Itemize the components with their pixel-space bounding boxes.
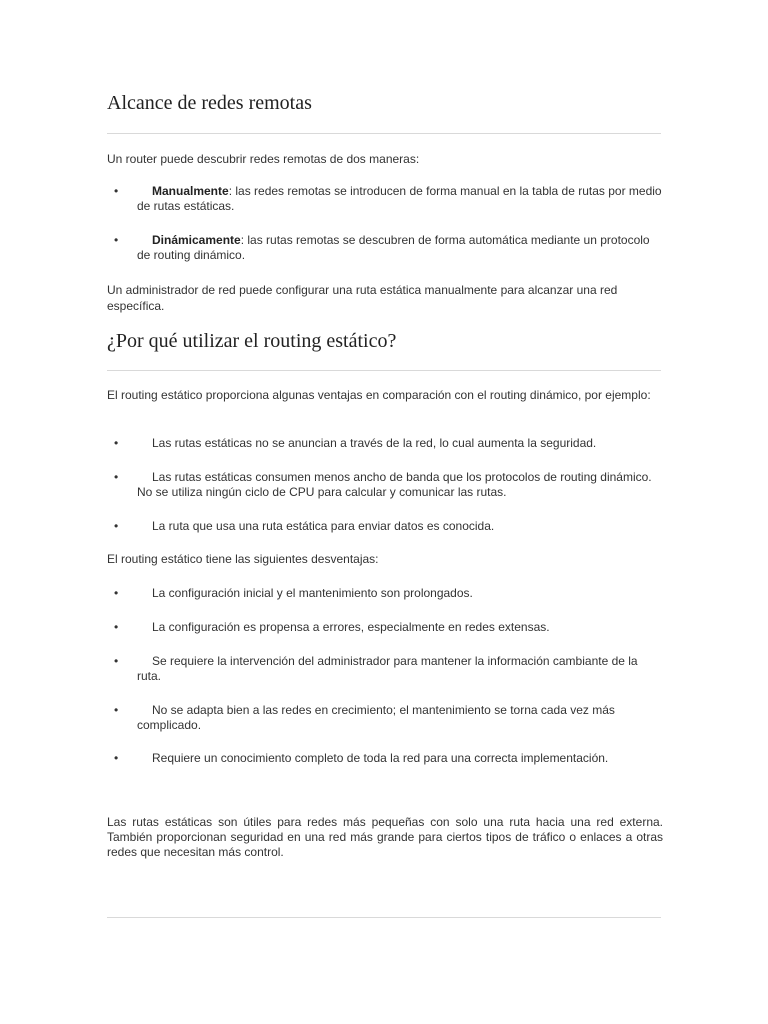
- list-item-text: La configuración es propensa a errores, especialmente en redes extensas.: [152, 620, 550, 634]
- list-item-text: : las rutas remotas se descubren de forma automática mediante un protocolo de routing dinámico.: [137, 233, 650, 262]
- bullet-icon: •: [114, 519, 119, 533]
- list-item-text: Las rutas estáticas consumen menos ancho de banda que los protocolos de routing dinámico. No se utiliza ningún ciclo de CPU para calcular y comunicar las rutas.: [137, 470, 652, 499]
- list-item-text: Se requiere la intervención del administrador para mantener la información cambiante de la ruta.: [137, 654, 638, 683]
- section-heading-alcance: Alcance de redes remotas: [107, 92, 312, 114]
- divider: [107, 370, 661, 371]
- list-item-disadvantage: [107, 654, 663, 684]
- list-item-text: Las rutas estáticas no se anuncian a través de la red, lo cual aumenta la seguridad.: [152, 436, 597, 450]
- list-item-text: Requiere un conocimiento completo de toda la red para una correcta implementación.: [152, 751, 609, 765]
- list-item-dynamic: [107, 233, 663, 263]
- divider: [107, 133, 661, 134]
- list-item-disadvantage: [107, 586, 663, 601]
- advantages-intro: El routing estático proporciona algunas ventajas en comparación con el routing dinámico, por ejemplo:: [107, 388, 651, 402]
- bullet-icon: •: [114, 470, 119, 484]
- bullet-icon: •: [114, 751, 119, 765]
- disadvantages-intro: El routing estático tiene las siguientes desventajas:: [107, 552, 379, 566]
- divider: [107, 917, 661, 918]
- list-item-disadvantage: [107, 751, 663, 766]
- section-heading-routing-estatico: ¿Por qué utilizar el routing estático?: [107, 330, 397, 352]
- bullet-icon: •: [114, 586, 119, 600]
- bullet-icon: •: [114, 436, 119, 450]
- list-item-advantage: [107, 470, 663, 500]
- list-item-disadvantage: [107, 703, 663, 733]
- list-item-text: : las redes remotas se introducen de forma manual en la tabla de rutas por medio de rutas estáticas.: [137, 184, 662, 213]
- list-item-text: La configuración inicial y el mantenimiento son prolongados.: [152, 586, 473, 600]
- list-item-advantage: [107, 436, 663, 451]
- list-item-bold-label: Manualmente: [152, 184, 229, 198]
- list-item-disadvantage: [107, 620, 663, 635]
- list-item-text: No se adapta bien a las redes en crecimiento; el mantenimiento se torna cada vez más complicado.: [137, 703, 615, 732]
- bullet-icon: •: [114, 233, 119, 247]
- list-item-text: La ruta que usa una ruta estática para enviar datos es conocida.: [152, 519, 495, 533]
- conclusion-paragraph: Las rutas estáticas son útiles para redes más pequeñas con solo una ruta hacia una red externa. También proporcionan seguridad en una red más grande para ciertos tipos de tráfico o enlaces a otras redes que necesitan más control.: [107, 815, 663, 859]
- list-item-bold-label: Dinámicamente: [152, 233, 241, 247]
- closing-paragraph: Un administrador de red puede configurar una ruta estática manualmente para alcanzar una red específica.: [107, 283, 618, 313]
- bullet-icon: •: [114, 703, 119, 717]
- bullet-icon: •: [114, 620, 119, 634]
- bullet-icon: •: [114, 654, 119, 668]
- list-item-advantage: [107, 519, 663, 534]
- intro-paragraph: Un router puede descubrir redes remotas de dos maneras:: [107, 152, 420, 166]
- bullet-icon: •: [114, 184, 119, 198]
- list-item-manual: [107, 184, 663, 214]
